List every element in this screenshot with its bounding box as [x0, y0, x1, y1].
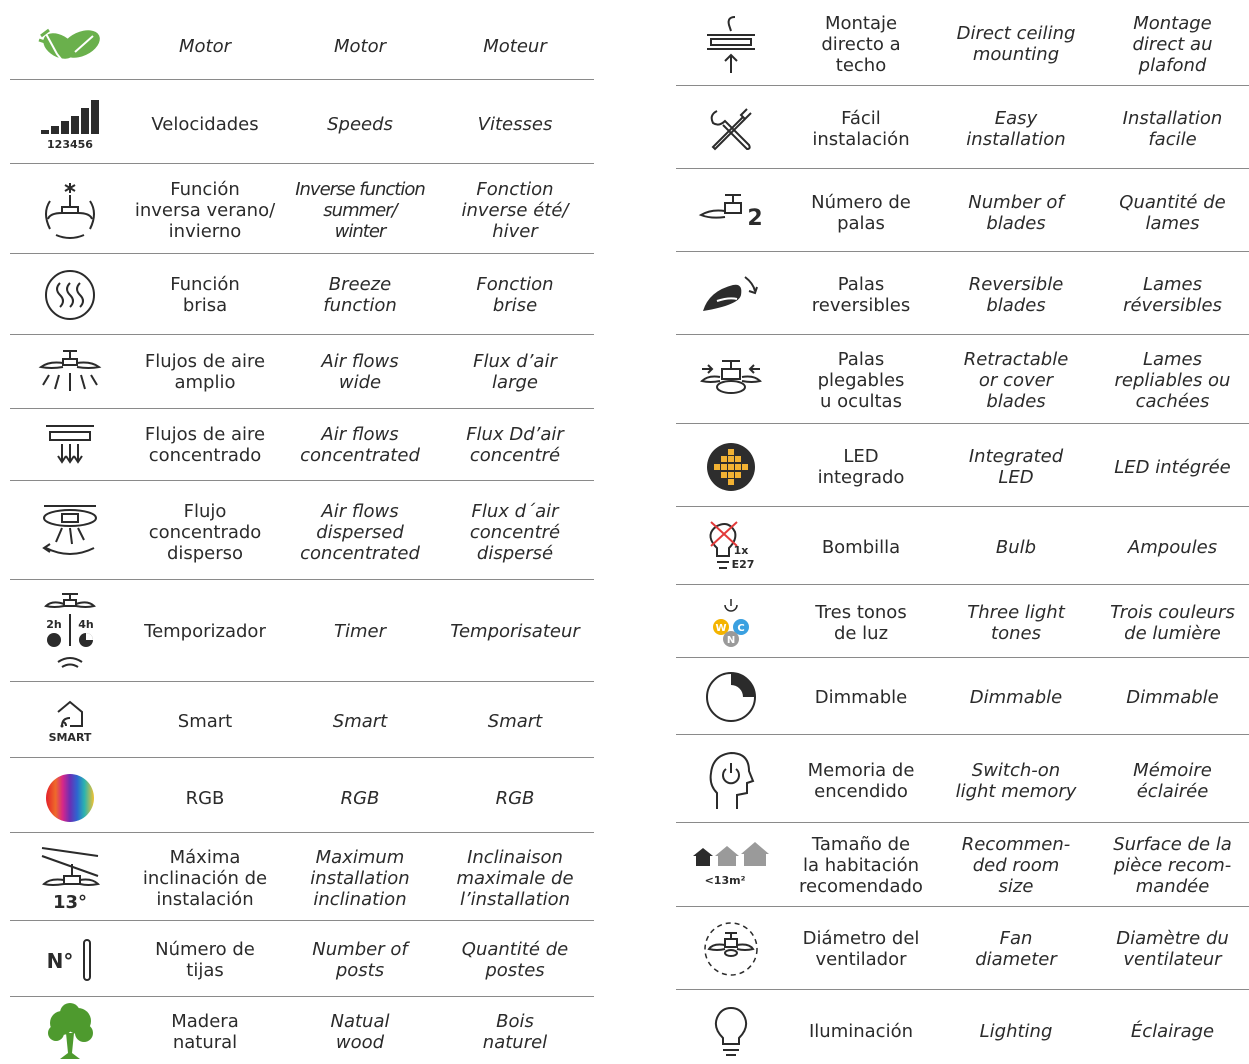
feature-row-dispersed [10, 488, 594, 576]
rgb-icon [10, 770, 130, 826]
row-divider [10, 334, 594, 335]
row-divider [676, 584, 1249, 585]
label-en: Air flows dispersed concentrated [300, 500, 420, 564]
label-fr: RGB [495, 787, 535, 809]
row-divider [10, 408, 594, 409]
feature-row-timer [10, 585, 594, 677]
row-divider [10, 163, 594, 164]
label-fr: Vitesses [477, 113, 553, 135]
row-divider [676, 251, 1249, 252]
feature-row-lighting [676, 998, 1249, 1064]
label-es: Motor [178, 35, 231, 57]
feature-row-room-size [676, 826, 1249, 904]
retractable-blades-icon [676, 355, 786, 405]
row-divider [676, 85, 1249, 86]
label-fr: Quantité de postes [461, 939, 569, 981]
label-fr: Flux Dd’air concentré [466, 424, 564, 466]
svg-text:2h: 2h [46, 618, 62, 631]
eco-leaf-icon [10, 24, 130, 68]
reversible-blade-icon [676, 271, 786, 319]
label-fr: Fonction brise [476, 274, 554, 316]
label-es: Memoria de encendido [807, 760, 915, 802]
feature-row-speeds [10, 88, 594, 160]
label-en: Reversible blades [968, 274, 1064, 316]
feature-row-light-tones [676, 590, 1249, 656]
svg-text:13°: 13° [52, 892, 88, 913]
integrated-led-icon [676, 439, 786, 495]
label-es: Dimmable [814, 686, 908, 708]
row-divider [10, 253, 594, 254]
wide-airflow-icon [10, 347, 130, 397]
svg-text:N: N [726, 635, 736, 646]
svg-text:123456: 123456 [47, 138, 93, 151]
svg-text:<13m²: <13m² [704, 874, 746, 887]
label-es: Madera natural [171, 1011, 239, 1053]
row-divider [676, 334, 1249, 335]
label-es: Temporizador [144, 620, 266, 642]
feature-row-diameter [676, 912, 1249, 986]
tilt-icon [10, 842, 130, 914]
row-divider [10, 996, 594, 997]
feature-row-concentrated [10, 412, 594, 478]
row-divider [10, 79, 594, 80]
label-en: Number of blades [968, 192, 1064, 234]
label-en: Bulb [995, 536, 1037, 558]
feature-row-blades [676, 176, 1249, 250]
svg-text:C: C [737, 623, 745, 634]
label-en: Dimmable [969, 686, 1063, 708]
label-en: Air flows wide [321, 351, 399, 393]
row-divider [10, 832, 594, 833]
label-en: Lighting [979, 1020, 1053, 1042]
label-fr: Trois couleurs de lumière [1110, 602, 1235, 644]
label-es: Velocidades [151, 113, 259, 135]
breeze-icon [10, 267, 130, 323]
label-fr: Mémoire éclairée [1133, 760, 1212, 802]
svg-text:W: W [715, 623, 727, 634]
dimmable-icon [676, 669, 786, 725]
label-fr: LED intégrée [1114, 456, 1231, 478]
room-size-icon [676, 840, 786, 890]
label-fr: Smart [487, 710, 543, 732]
label-fr: Installation facile [1122, 108, 1223, 150]
row-divider [676, 168, 1249, 169]
label-en: Recommen- ded room size [961, 833, 1071, 897]
feature-row-retractable [676, 340, 1249, 420]
bulb-e27-icon [676, 518, 786, 576]
timer-icon [10, 590, 130, 672]
label-en: Motor [333, 35, 386, 57]
label-en: Natual wood [330, 1011, 390, 1053]
svg-text:4h: 4h [78, 618, 94, 631]
concentrated-airflow-icon [10, 422, 130, 468]
label-fr: Dimmable [1126, 686, 1219, 708]
label-es: Flujos de aire amplio [144, 351, 266, 393]
label-fr: Moteur [483, 35, 547, 57]
label-es: Bombilla [821, 536, 901, 558]
label-es: Tamaño de la habitación recomendado [799, 833, 923, 897]
label-es: RGB [185, 787, 225, 809]
tree-icon [10, 1003, 130, 1061]
feature-row-rgb [10, 763, 594, 833]
label-es: Número de palas [811, 192, 911, 234]
label-en: Maximum installation inclination [310, 846, 410, 910]
row-divider [676, 734, 1249, 735]
label-fr: Diamètre du ventilateur [1116, 928, 1229, 970]
feature-row-ceiling-mount [676, 6, 1249, 82]
feature-row-tilt [10, 838, 594, 918]
label-fr: Surface de la pièce recom- mandée [1113, 833, 1232, 897]
speeds-bars-icon [10, 96, 130, 152]
label-es: Función inversa verano/ invierno [134, 178, 276, 242]
label-fr: Inclinaison maximale de l’installation [456, 846, 574, 910]
feature-row-reversible [676, 258, 1249, 332]
feature-row-posts [10, 928, 594, 992]
label-es: Flujos de aire concentrado [144, 424, 266, 466]
label-fr: Montage direct au plafond [1132, 12, 1213, 76]
label-fr: Flux d’air large [473, 351, 557, 393]
label-fr: Ampoules [1127, 536, 1218, 558]
label-es: Palas reversibles [811, 274, 911, 316]
label-en: Integrated LED [968, 446, 1064, 488]
svg-text:1x: 1x [733, 544, 749, 557]
row-divider [10, 480, 594, 481]
label-en: Number of posts [312, 939, 408, 981]
feature-row-memory [676, 740, 1249, 822]
label-es: Flujo concentrado disperso [148, 500, 262, 564]
smart-home-icon [10, 698, 130, 744]
dispersed-airflow-icon [10, 502, 130, 562]
label-en: Switch-on light memory [955, 760, 1077, 802]
label-en: Retractable or cover blades [963, 348, 1069, 412]
label-en: RGB [340, 787, 380, 809]
feature-row-motor [10, 18, 594, 74]
label-es: Máxima inclinación de instalación [142, 846, 268, 910]
feature-row-led [676, 430, 1249, 504]
label-en: Breeze function [323, 274, 397, 316]
label-fr: Bois naturel [482, 1011, 548, 1053]
label-es: Fácil instalación [812, 108, 910, 150]
feature-row-bulb [676, 512, 1249, 582]
memory-icon [676, 749, 786, 813]
svg-text:N°: N° [46, 949, 74, 973]
label-es: Montaje directo a techo [821, 12, 901, 76]
label-en: Smart [332, 710, 388, 732]
label-fr: Flux d´air concentré dispersé [469, 500, 561, 564]
row-divider [10, 579, 594, 580]
fan-diameter-icon [676, 919, 786, 979]
svg-text:2: 2 [747, 206, 763, 231]
label-fr: Fonction inverse été/ hiver [461, 178, 569, 242]
blade-count-icon [676, 191, 786, 235]
label-fr: Éclairage [1130, 1020, 1215, 1042]
label-es: Diámetro del ventilador [802, 928, 920, 970]
label-es: Tres tonos de luz [815, 602, 907, 644]
label-en: Inverse function summer/ winter [295, 178, 425, 242]
feature-row-wide-airflow [10, 340, 594, 404]
ceiling-mount-icon [676, 13, 786, 75]
label-en: Air flows concentrated [300, 424, 420, 466]
row-divider [676, 423, 1249, 424]
feature-row-wood [10, 1002, 594, 1062]
row-divider [10, 681, 594, 682]
reverse-summer-winter-icon [10, 177, 130, 243]
feature-row-easy-install [676, 92, 1249, 166]
row-divider [10, 920, 594, 921]
label-fr: Quantité de lames [1119, 192, 1226, 234]
label-en: Fan diameter [975, 928, 1057, 970]
label-es: Palas plegables u ocultas [817, 348, 905, 412]
row-divider [676, 822, 1249, 823]
label-en: Speeds [327, 113, 393, 135]
row-divider [10, 757, 594, 758]
svg-text:E27: E27 [731, 558, 755, 571]
feature-row-breeze [10, 258, 594, 332]
feature-row-smart [10, 688, 594, 754]
svg-text:SMART: SMART [48, 731, 92, 744]
light-tones-icon [676, 597, 786, 649]
row-divider [676, 989, 1249, 990]
row-divider [676, 657, 1249, 658]
lighting-icon [676, 1004, 786, 1058]
tools-icon [676, 101, 786, 157]
label-es: Función brisa [170, 274, 240, 316]
row-divider [676, 906, 1249, 907]
label-es: LED integrado [817, 446, 905, 488]
label-es: Smart [177, 710, 233, 732]
label-fr: Temporisateur [450, 620, 580, 642]
label-en: Timer [333, 620, 386, 642]
label-fr: Lames repliables ou cachées [1114, 348, 1231, 412]
label-en: Direct ceiling mounting [956, 23, 1076, 65]
label-fr: Lames réversibles [1123, 274, 1222, 316]
row-divider [676, 506, 1249, 507]
label-en: Three light tones [967, 602, 1065, 644]
label-en: Easy installation [966, 108, 1066, 150]
label-es: Iluminación [808, 1020, 913, 1042]
posts-icon [10, 934, 130, 986]
feature-row-dimmable [676, 662, 1249, 732]
label-es: Número de tijas [155, 939, 255, 981]
feature-row-reverse [10, 170, 594, 250]
